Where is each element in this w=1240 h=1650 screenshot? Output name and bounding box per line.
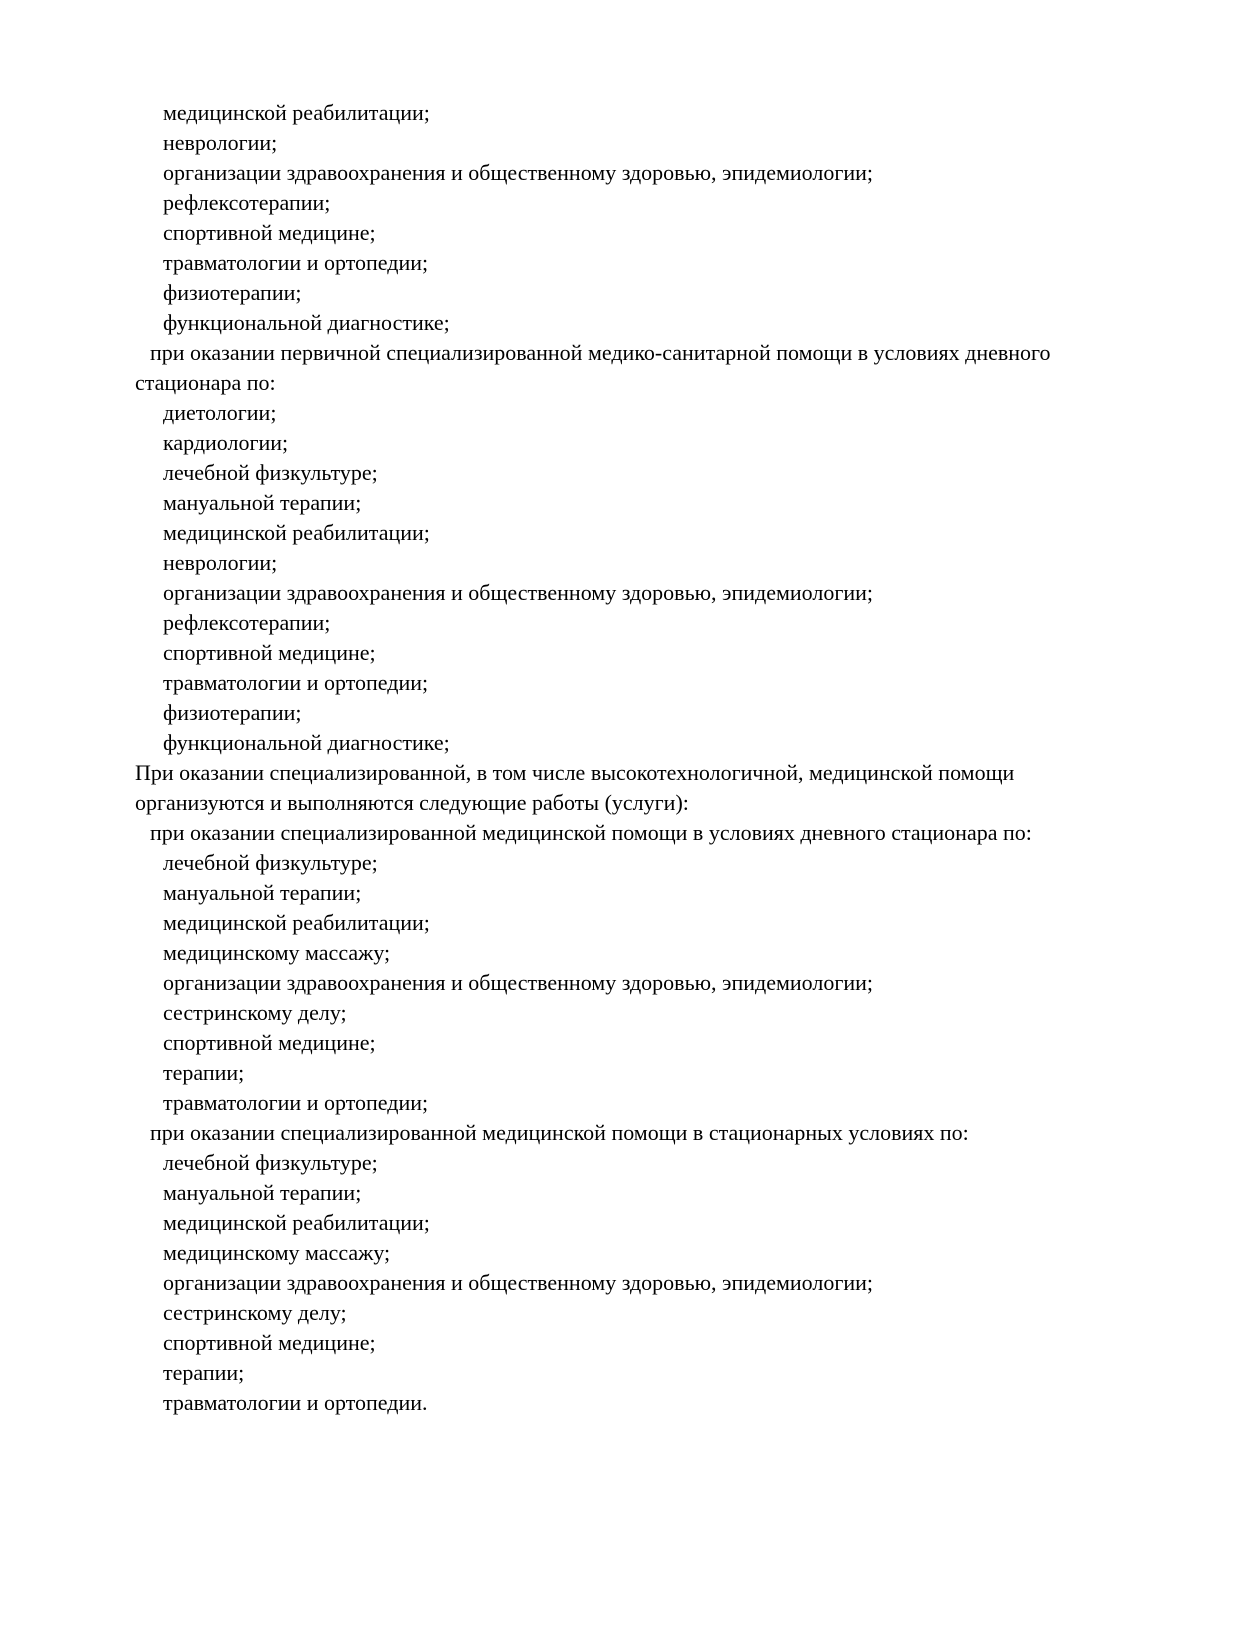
work-item: неврологии; <box>163 130 278 155</box>
work-item: лечебной физкультуре; <box>163 1150 378 1175</box>
work-item: травматологии и ортопедии; <box>163 1090 429 1115</box>
work-item: рефлексотерапии; <box>163 610 331 635</box>
work-item: мануальной терапии; <box>163 490 362 515</box>
work-item: спортивной медицине; <box>163 1030 376 1055</box>
work-item: лечебной физкультуре; <box>163 850 378 875</box>
work-item: травматологии и ортопедии. <box>163 1390 428 1415</box>
work-item: функциональной диагностике; <box>163 310 450 335</box>
work-item: кардиологии; <box>163 430 289 455</box>
work-item: организации здравоохранения и общественному здоровью, эпидемиологии; <box>163 580 874 605</box>
work-item: мануальной терапии; <box>163 1180 362 1205</box>
work-item: спортивной медицине; <box>163 1330 376 1355</box>
license-works-text <box>135 98 1170 1418</box>
work-item: медицинскому массажу; <box>163 1240 391 1265</box>
work-item: организации здравоохранения и общественному здоровью, эпидемиологии; <box>163 160 874 185</box>
work-item: медицинской реабилитации; <box>163 910 430 935</box>
work-item: терапии; <box>163 1360 245 1385</box>
section-header-line: при оказании специализированной медицинской помощи в условиях дневного стационара по: <box>150 820 1032 845</box>
work-item: медицинской реабилитации; <box>163 1210 430 1235</box>
work-item: физиотерапии; <box>163 280 302 305</box>
paragraph-line: При оказании специализированной, в том числе высокотехнологичной, медицинской помощи <box>135 760 1015 785</box>
work-item: рефлексотерапии; <box>163 190 331 215</box>
work-item: диетологии; <box>163 400 277 425</box>
paragraph-line: организуются и выполняются следующие работы (услуги): <box>135 790 689 815</box>
work-item: медицинской реабилитации; <box>163 520 430 545</box>
work-item: сестринскому делу; <box>163 1000 347 1025</box>
section-header-line: стационара по: <box>135 370 276 395</box>
section-header-line: при оказании первичной специализированной медико-санитарной помощи в условиях дневного <box>150 340 1051 365</box>
work-item: мануальной терапии; <box>163 880 362 905</box>
work-item: организации здравоохранения и общественному здоровью, эпидемиологии; <box>163 1270 874 1295</box>
work-item: терапии; <box>163 1060 245 1085</box>
work-item: спортивной медицине; <box>163 640 376 665</box>
work-item: медицинскому массажу; <box>163 940 391 965</box>
work-item: лечебной физкультуре; <box>163 460 378 485</box>
work-item: организации здравоохранения и общественному здоровью, эпидемиологии; <box>163 970 874 995</box>
work-item: медицинской реабилитации; <box>163 100 430 125</box>
work-item: физиотерапии; <box>163 700 302 725</box>
work-item: функциональной диагностике; <box>163 730 450 755</box>
work-item: сестринскому делу; <box>163 1300 347 1325</box>
work-item: неврологии; <box>163 550 278 575</box>
work-item: травматологии и ортопедии; <box>163 250 429 275</box>
work-item: травматологии и ортопедии; <box>163 670 429 695</box>
work-item: спортивной медицине; <box>163 220 376 245</box>
section-header-line: при оказании специализированной медицинской помощи в стационарных условиях по: <box>150 1120 969 1145</box>
